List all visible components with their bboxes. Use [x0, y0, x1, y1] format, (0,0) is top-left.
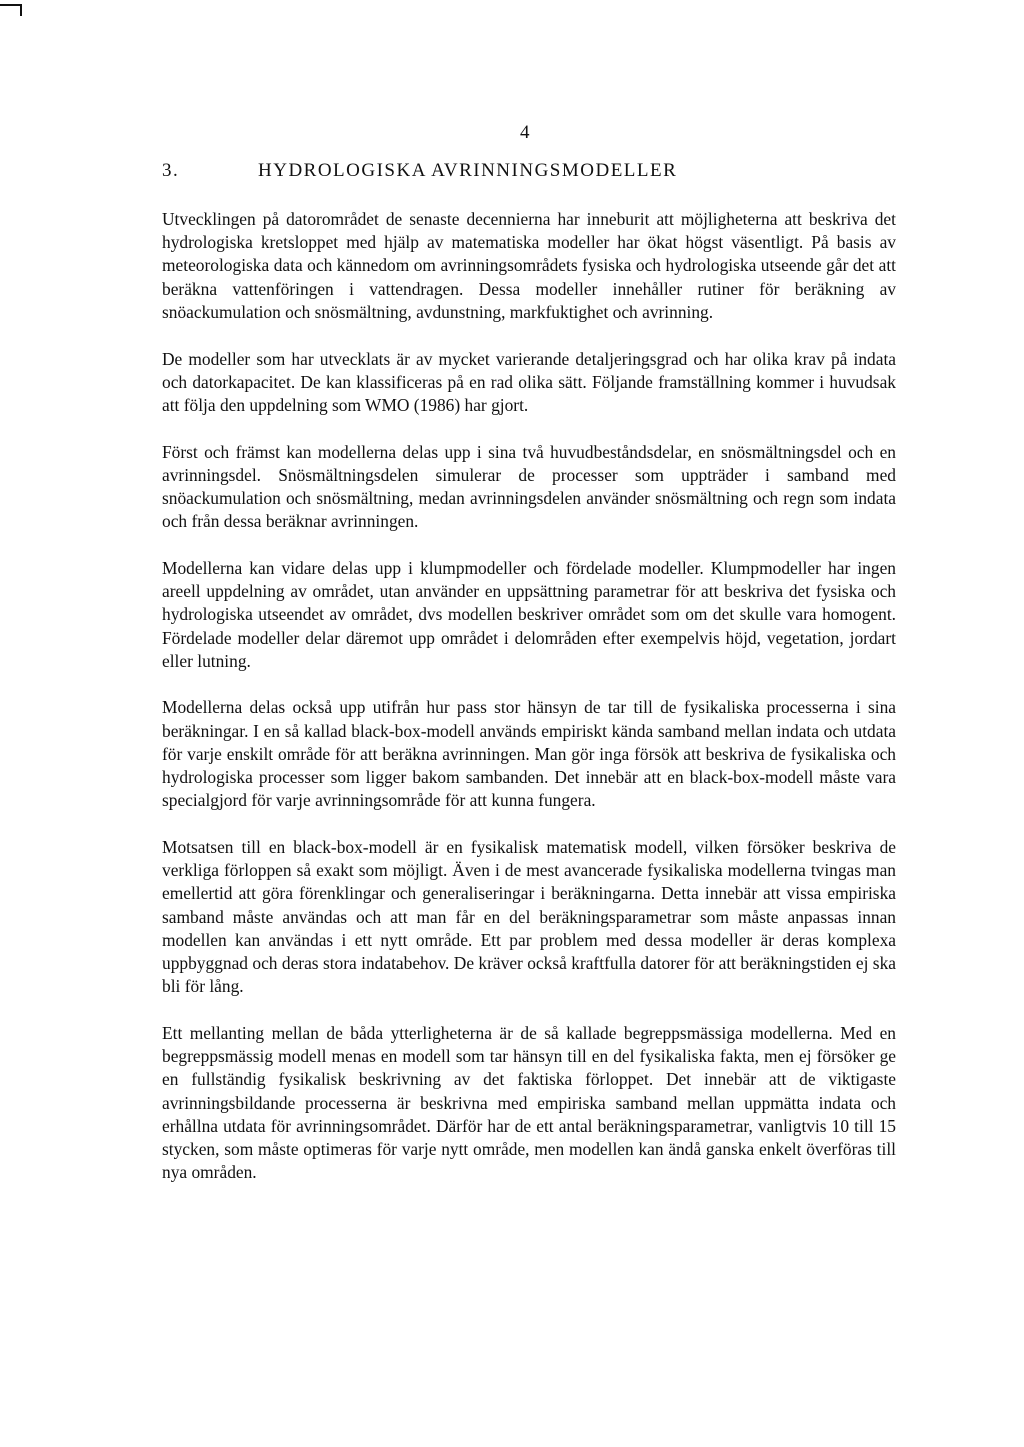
paragraph-2: De modeller som har utvecklats är av mycket varierande detaljeringsgrad och har olika krav på indata och datorkapacitet. De kan klassificeras på en rad olika sätt. Följande framställning kommer i huvudsak att följa den uppdelning som WMO (1986) har gjort. — [162, 348, 896, 415]
paragraph-6: Motsatsen till en black-box-modell är en fysikalisk matematisk modell, vilken försöker beskriva de verkliga förloppen så exakt som möjligt. Även i de mest avancerade fysikaliska modellerna tvingas man emellertid att göra förenklingar och generaliseringar i beräkningarna. Detta innebär att vissa empiriska samband måste användas och att man får en del beräkningsparametrar som måste anpassas innan modellen kan användas i ett nytt område. Ett par problem med dessa modeller är deras komplexa uppbyggnad och deras stora indatabehov. De kräver också kraftfulla datorer för att beräkningstiden ej ska bli för lång. — [162, 836, 896, 997]
paragraph-4: Modellerna kan vidare delas upp i klumpmodeller och fördelade modeller. Klumpmodeller har ingen areell uppdelning av området, utan använder en uppsättning parametrar för att beskriva det fysiska och hydrologiska utseendet av området, dvs modellen beskriver området som om det skulle vara homogent. Fördelade modeller delar däremot upp området i delområden efter exempelvis höjd, vegetation, jordart eller lutning. — [162, 557, 896, 671]
section-title: HYDROLOGISKA AVRINNINGSMODELLER — [258, 160, 678, 181]
section-number: 3. — [162, 160, 180, 181]
section-heading — [162, 160, 677, 182]
scan-corner-mark — [0, 4, 22, 16]
paragraph-1: Utvecklingen på datorområdet de senaste decennierna har inneburit att möjligheterna att beskriva det hydrologiska kretsloppet med hjälp av matematiska modeller har ökat högst väsentligt. På basis av meteorologiska data och kännedom om avrinningsområdets fysiska och hydrologiska utseende går det att beräkna vattenföringen i vattendragen. Dessa modeller innehåller rutiner för beräkning av snöackumulation och snösmältning, avdunstning, markfuktighet och avrinning. — [162, 209, 896, 322]
body-text — [162, 208, 896, 1208]
paragraph-3: Först och främst kan modellerna delas upp i sina två huvudbeståndsdelar, en snösmältningsdel och en avrinningsdel. Snösmältningsdelen simulerar de processer som uppträder i samband med snöackumulation och snösmältning, medan avrinningsdelen använder snösmältning och regn som indata och från dessa beräknar avrinningen. — [162, 441, 896, 532]
page-number: 4 — [520, 122, 530, 143]
paragraph-7: Ett mellanting mellan de båda ytterligheterna är de så kallade begreppsmässiga modellerna. Med en begreppsmässig modell menas en modell som tar hänsyn till en del fysikaliska fakta, men ej försöker ge en fullständig fysikalisk beskrivning av det faktiska förloppet. Det innebär att de viktigaste avrinningsbildande processerna är beskrivna med empiriska samband mellan uppmätta indata och erhållna utdata för avrinningsområdet. Därför har de ett antal beräkningsparametrar, vanligtvis 10 till 15 stycken, som måste optimeras för varje nytt område, men modellen kan ändå ganska enkelt överföras till nya områden. — [162, 1022, 896, 1183]
paragraph-5: Modellerna delas också upp utifrån hur pass stor hänsyn de tar till de fysikaliska processerna i sina beräkningar. I en så kallad black-box-modell används empiriskt kända samband mellan indata och utdata för varje enskilt område för att beräkna avrinningen. Man gör inga försök att beskriva de fysikaliska och hydrologiska processer som ligger bakom sambanden. Det innebär att en black-box-modell måste vara specialgjord för varje avrinningsområde för att kunna fungera. — [162, 697, 896, 811]
